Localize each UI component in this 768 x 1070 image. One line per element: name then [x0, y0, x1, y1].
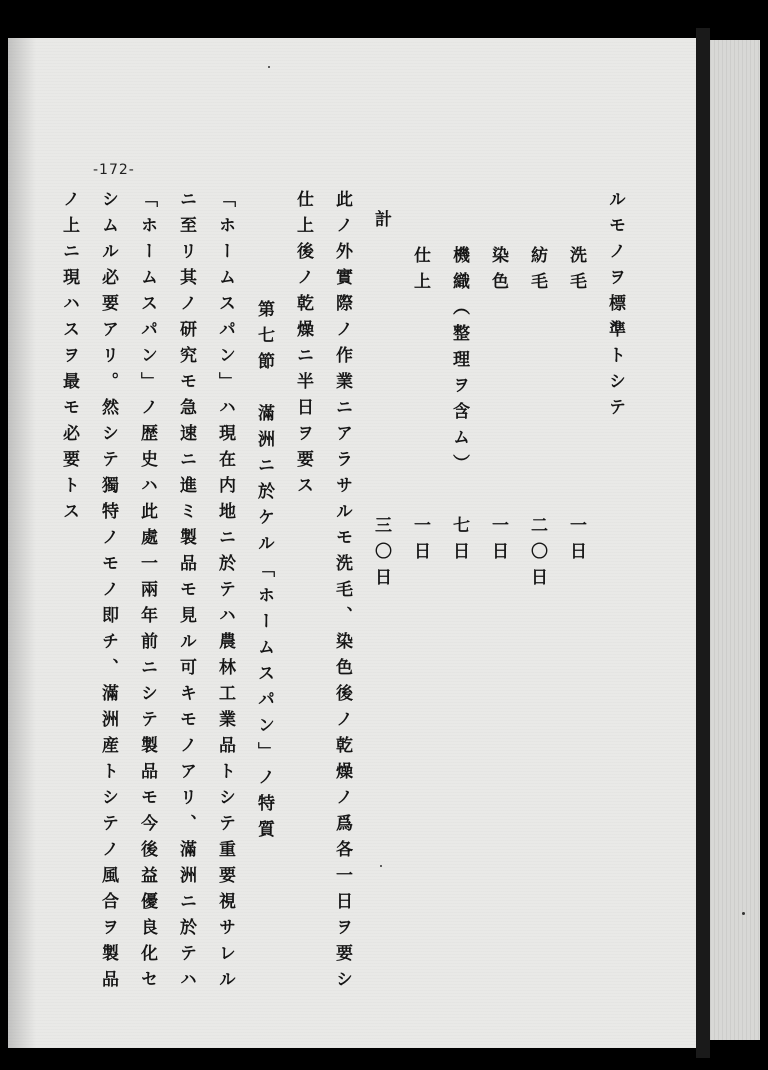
text-column: ルモノヲ標準トシテ	[605, 190, 625, 424]
speck	[380, 865, 382, 867]
speck	[268, 66, 270, 68]
text-column: ノ上ニ現ハスヲ最モ必要トス	[59, 190, 79, 528]
process-days: 一日	[488, 516, 508, 568]
section-heading: 第七節 滿洲ニ於ケル「ホームスパン」ノ特質	[254, 300, 274, 846]
text-column: 「ホームスパン」ノ歴史ハ此處一兩年前ニシテ製品モ今後益優良化セ	[137, 190, 157, 996]
process-name: 機織（整理ヲ含ム）	[449, 246, 469, 480]
next-page-edge	[710, 40, 760, 1040]
page-number: -172-	[93, 162, 135, 178]
text-column: 「ホームスパン」ハ現在内地ニ於テハ農林工業品トシテ重要視サレル	[215, 190, 235, 996]
process-row	[445, 190, 473, 1010]
vertical-text-body	[59, 190, 640, 1010]
process-row	[523, 190, 551, 1010]
process-days: 二〇日	[527, 516, 547, 594]
total-days: 三〇日	[371, 516, 391, 594]
page-edge-shadow	[8, 38, 36, 1048]
text-column: ニ至リ其ノ研究モ急速ニ進ミ製品モ見ル可キモノアリ、滿洲ニ於テハ	[176, 190, 196, 996]
text-column: シムル必要アリ。然シテ獨特ノモノ即チ、滿洲産トシテノ風合ヲ製品	[98, 190, 118, 996]
process-name: 仕上	[410, 246, 430, 298]
process-total-row	[367, 190, 395, 1010]
text-column: 仕上後ノ乾燥ニ半日ヲ要ス	[293, 190, 313, 502]
process-name: 染色	[488, 246, 508, 298]
process-days: 一日	[566, 516, 586, 568]
total-label: 計	[371, 210, 391, 236]
process-days: 一日	[410, 516, 430, 568]
book-gutter	[696, 28, 710, 1058]
process-name: 洗毛	[566, 246, 586, 298]
speck	[742, 912, 745, 915]
process-name: 紡毛	[527, 246, 547, 298]
process-row	[406, 190, 434, 1010]
process-row	[562, 190, 590, 1010]
process-row	[484, 190, 512, 1010]
text-column: 此ノ外實際ノ作業ニアラサルモ洗毛、染色後ノ乾燥ノ爲各一日ヲ要シ	[332, 190, 352, 996]
process-days: 七日	[449, 516, 469, 568]
